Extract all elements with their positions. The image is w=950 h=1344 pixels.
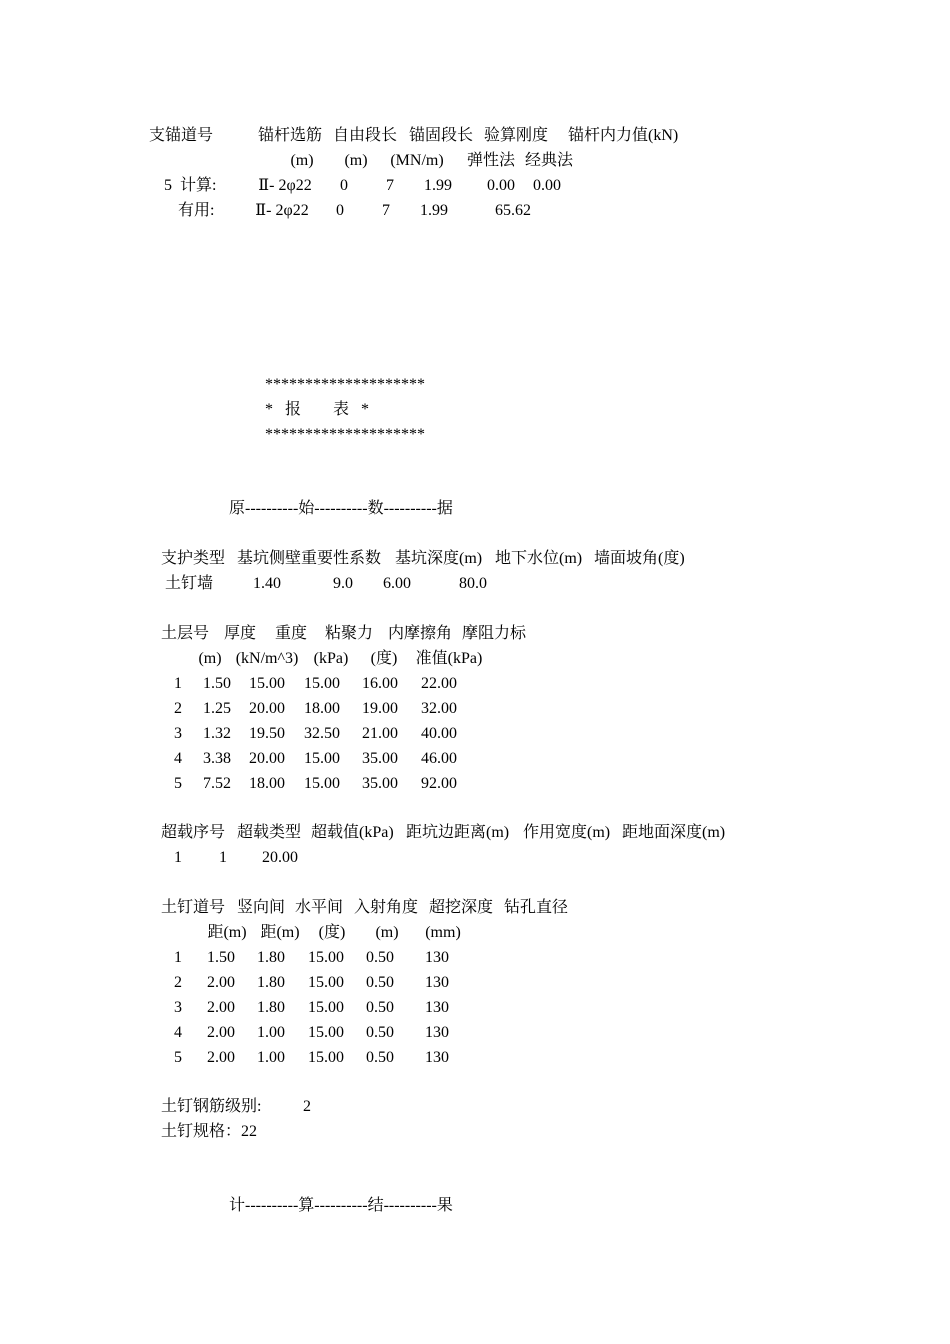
nail-cell: 130: [425, 1024, 449, 1041]
anchor-cell: Ⅱ- 2φ22: [255, 202, 309, 219]
soil-cell: 22.00: [421, 675, 457, 692]
nail-unit: (度): [318, 924, 346, 941]
soil-cell: 21.00: [362, 725, 398, 742]
nail-header: 入射角度: [354, 899, 419, 916]
soil-cell: 7.52: [203, 775, 231, 792]
nail-spec: 土钉规格：22: [161, 1123, 258, 1140]
anchor-cell: 0: [336, 202, 344, 219]
soil-cell: 19.50: [249, 725, 285, 742]
raw-data-heading: 原----------始----------数----------据: [229, 500, 453, 517]
surcharge-header: 作用宽度(m): [523, 824, 611, 841]
soil-cell: 18.00: [304, 700, 340, 717]
soil-cell: 1.50: [203, 675, 231, 692]
nail-cell: 130: [425, 999, 449, 1016]
nail-cell: 130: [425, 949, 449, 966]
nail-cell: 4: [174, 1024, 182, 1041]
soil-header: 粘聚力: [325, 625, 374, 642]
surcharge-cell: 1: [174, 849, 182, 866]
support-cell: 土钉墙: [165, 575, 214, 592]
soil-cell: 92.00: [421, 775, 457, 792]
soil-cell: 35.00: [362, 775, 398, 792]
nail-header: 竖向间: [237, 899, 286, 916]
nail-steel-grade-value: 2: [303, 1098, 311, 1115]
soil-header: 土层号: [161, 625, 210, 642]
soil-cell: 3: [174, 725, 182, 742]
anchor-cell: 1.99: [424, 177, 452, 194]
surcharge-header: 距坑边距离(m): [406, 824, 510, 841]
anchor-row-label: 5 计算:: [164, 177, 217, 194]
support-cell: 80.0: [459, 575, 487, 592]
soil-cell: 32.00: [421, 700, 457, 717]
soil-cell: 19.00: [362, 700, 398, 717]
soil-cell: 46.00: [421, 750, 457, 767]
soil-cell: 16.00: [362, 675, 398, 692]
nail-cell: 0.50: [366, 999, 394, 1016]
anchor-header: 锚固段长: [409, 127, 474, 144]
soil-unit: (度): [370, 650, 398, 667]
nail-cell: 1.80: [257, 949, 285, 966]
nail-cell: 15.00: [308, 949, 344, 966]
support-header: 墙面坡角(度): [594, 550, 685, 567]
nail-cell: 1.80: [257, 999, 285, 1016]
nail-cell: 2.00: [207, 1049, 235, 1066]
nail-cell: 0.50: [366, 974, 394, 991]
soil-cell: 1: [174, 675, 182, 692]
soil-cell: 15.00: [304, 750, 340, 767]
surcharge-cell: 1: [219, 849, 227, 866]
results-heading: 计----------算----------结----------果: [229, 1197, 453, 1214]
nail-cell: 1.00: [257, 1049, 285, 1066]
nail-cell: 1: [174, 949, 182, 966]
soil-cell: 5: [174, 775, 182, 792]
nail-cell: 1.50: [207, 949, 235, 966]
support-cell: 1.40: [253, 575, 281, 592]
anchor-header: 支锚道号: [149, 127, 214, 144]
nail-unit: 距(m): [207, 924, 247, 941]
soil-header: 内摩擦角: [388, 625, 453, 642]
soil-cell: 20.00: [249, 700, 285, 717]
nail-cell: 15.00: [308, 1024, 344, 1041]
soil-cell: 18.00: [249, 775, 285, 792]
anchor-unit: (MN/m): [390, 152, 444, 169]
support-cell: 9.0: [333, 575, 353, 592]
support-header: 基坑侧壁重要性系数: [237, 550, 382, 567]
soil-cell: 40.00: [421, 725, 457, 742]
soil-header: 厚度: [224, 625, 257, 642]
surcharge-cell: 20.00: [262, 849, 298, 866]
anchor-cell: 0.00: [487, 177, 515, 194]
anchor-header: 锚杆内力值(kN): [568, 127, 679, 144]
support-header: 基坑深度(m): [395, 550, 483, 567]
surcharge-header: 超载类型: [237, 824, 302, 841]
soil-cell: 15.00: [304, 675, 340, 692]
nail-cell: 1.80: [257, 974, 285, 991]
nail-cell: 1.00: [257, 1024, 285, 1041]
surcharge-header: 超载值(kPa): [311, 824, 394, 841]
nail-cell: 15.00: [308, 1049, 344, 1066]
nail-cell: 15.00: [308, 999, 344, 1016]
anchor-header: 自由段长: [333, 127, 398, 144]
nail-steel-grade-label: 土钉钢筋级别:: [161, 1098, 262, 1115]
soil-unit: (kPa): [313, 650, 349, 667]
soil-unit: (kN/m^3): [235, 650, 299, 667]
soil-cell: 1.25: [203, 700, 231, 717]
banner-stars-bottom: ********************: [265, 426, 425, 443]
nail-header: 超挖深度: [429, 899, 494, 916]
support-header: 地下水位(m): [495, 550, 583, 567]
anchor-unit: (m): [344, 152, 368, 169]
soil-header: 摩阻力标: [462, 625, 527, 642]
anchor-unit: 弹性法: [466, 152, 516, 169]
surcharge-header: 超载序号: [161, 824, 226, 841]
nail-unit: 距(m): [260, 924, 300, 941]
nail-unit: (mm): [425, 924, 461, 941]
nail-cell: 130: [425, 1049, 449, 1066]
nail-cell: 2: [174, 974, 182, 991]
surcharge-header: 距地面深度(m): [622, 824, 726, 841]
soil-cell: 2: [174, 700, 182, 717]
soil-cell: 15.00: [249, 675, 285, 692]
anchor-header: 锚杆选筋: [258, 127, 323, 144]
anchor-unit: 经典法: [524, 152, 574, 169]
nail-cell: 5: [174, 1049, 182, 1066]
soil-header: 重度: [275, 625, 308, 642]
soil-cell: 32.50: [304, 725, 340, 742]
soil-unit: 准值(kPa): [415, 650, 483, 667]
support-header: 支护类型: [161, 550, 226, 567]
nail-cell: 15.00: [308, 974, 344, 991]
nail-header: 钻孔直径: [504, 899, 569, 916]
anchor-cell: 7: [382, 202, 390, 219]
banner-title: * 报 表 *: [265, 401, 370, 418]
nail-unit: (m): [375, 924, 399, 941]
nail-cell: 0.50: [366, 1049, 394, 1066]
soil-cell: 4: [174, 750, 182, 767]
anchor-cell: 0: [340, 177, 348, 194]
banner-stars-top: ********************: [265, 376, 425, 393]
nail-cell: 2.00: [207, 974, 235, 991]
soil-cell: 3.38: [203, 750, 231, 767]
nail-cell: 0.50: [366, 949, 394, 966]
soil-cell: 20.00: [249, 750, 285, 767]
nail-header: 土钉道号: [161, 899, 226, 916]
soil-unit: (m): [198, 650, 222, 667]
soil-cell: 35.00: [362, 750, 398, 767]
anchor-header: 验算刚度: [484, 127, 549, 144]
nail-header: 水平间: [295, 899, 344, 916]
anchor-cell: 65.62: [495, 202, 531, 219]
soil-cell: 1.32: [203, 725, 231, 742]
nail-cell: 2.00: [207, 1024, 235, 1041]
nail-cell: 2.00: [207, 999, 235, 1016]
support-cell: 6.00: [383, 575, 411, 592]
nail-cell: 130: [425, 974, 449, 991]
soil-cell: 15.00: [304, 775, 340, 792]
anchor-cell: Ⅱ- 2φ22: [258, 177, 312, 194]
anchor-cell: 7: [386, 177, 394, 194]
anchor-cell: 1.99: [420, 202, 448, 219]
anchor-cell: 0.00: [533, 177, 561, 194]
anchor-row-label: 有用:: [178, 202, 215, 219]
anchor-unit: (m): [290, 152, 314, 169]
nail-cell: 3: [174, 999, 182, 1016]
nail-cell: 0.50: [366, 1024, 394, 1041]
